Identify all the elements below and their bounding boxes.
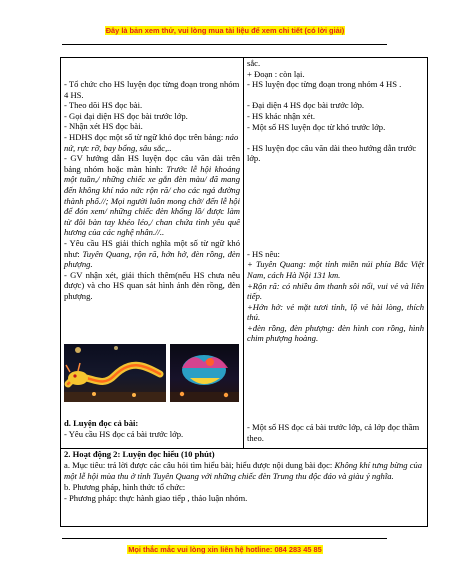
lantern-photos bbox=[64, 344, 239, 402]
resp-group-reading: - HS luyện đọc từng đoạn trong nhóm 4 HS . bbox=[247, 79, 402, 90]
phoenix-lantern-photo bbox=[170, 344, 239, 402]
step-group-reading: - Tổ chức cho HS luyện đọc từng đoạn trong nhóm 4 HS. bbox=[64, 79, 240, 100]
step-explain-words: - Yêu cầu HS giải thích nghĩa một số từ ngữ khó như: Tuyên Quang, rộn rã, hớn hở, đèn rồng, đèn phượng. bbox=[64, 237, 240, 270]
footer-rule bbox=[62, 538, 387, 539]
resp-explain-head: - HS nêu: bbox=[247, 248, 280, 259]
preview-banner: Đây là bản xem thử, vui lòng mua tài liệu để xem chi tiết (có lời giải) bbox=[105, 26, 345, 35]
step-long-sentences: - GV hướng dẫn HS luyện đọc câu văn dài trên bảng nhóm hoặc màn hình: Trước lễ hội khoảng một tuần,/ những chiếc xe gắn đèn màu/ đã mang đến không khí náo nức rộn rã/ cho các ngả đường thành phố.//; Mọi người luôn mong chờ/ đến lễ hội để đón xem/ những chiếc đèn khổng lồ/ được làm từ đôi bàn tay khéo léo,/ chan chứa tình yêu quê hương của các nghệ nhân.//.. bbox=[64, 153, 240, 238]
step-hard-words: - HDHS đọc một số từ ngữ khó đọc trên bảng: náo nứ, rực rỡ, bay bổng, sâu sắc,.. bbox=[64, 131, 239, 153]
activity-2-aim: a. Mục tiêu: trả lời được các câu hỏi tìm hiểu bài; hiểu được nội dung bài đọc: Không khí tưng bừng của một lễ hội mùa thu ở tỉnh Tuyên Quang với những chiếc đèn Trung thu độc đáo và giàu ý nghĩa. bbox=[64, 460, 423, 481]
table-bottom-divider bbox=[61, 526, 427, 527]
resp-rep-reading: - Đại diện 4 HS đọc bài trước lớp. bbox=[247, 100, 365, 111]
resp-hard-words: - Một số HS luyện đọc từ khó trước lớp. bbox=[247, 121, 386, 132]
activity-2-heading: 2. Hoạt động 2: Luyện đọc hiểu (10 phút) bbox=[64, 449, 215, 459]
activity-2-method-heading: b. Phương pháp, hình thức tổ chức: bbox=[64, 482, 186, 492]
resp-ron-ra: +Rộn rã: có nhiều âm thanh sôi nổi, vui vẻ và liên tiếp. bbox=[247, 280, 424, 302]
header-rule bbox=[62, 44, 387, 45]
resp-segment-tail: sắc. bbox=[247, 58, 261, 68]
resp-lanterns: +đèn rồng, đèn phượng: đèn hình con rồng, hình chim phượng hoàng. bbox=[247, 322, 424, 344]
resp-long-sentences: - HS luyện đọc câu văn dài theo hướng dẫn trước lớp. bbox=[247, 142, 417, 164]
resp-whole-reading: - Một số HS đọc cả bài trước lớp, cả lớp đọc thầm theo. bbox=[247, 422, 420, 443]
activity-2 bbox=[61, 449, 427, 504]
lesson-table bbox=[60, 57, 428, 527]
teacher-column bbox=[61, 58, 244, 448]
hotline-banner: Mọi thắc mắc vui lòng xin liên hệ hotline: 084 283 45 85 bbox=[128, 545, 322, 554]
teacher-activities bbox=[61, 79, 243, 301]
student-column bbox=[244, 58, 427, 448]
dragon-lantern-photo bbox=[64, 344, 166, 402]
resp-segment-rest: + Đoạn : còn lại. bbox=[247, 68, 305, 79]
resp-whole-reading-box bbox=[244, 422, 427, 443]
resp-tuyen-quang: + Tuyên Quang: một tỉnh miền núi phía Bắc Việt Nam, cách Hà Nội 131 km. bbox=[247, 259, 424, 280]
activity-2-method: - Phương pháp: thực hành giao tiếp , thảo luận nhóm. bbox=[64, 493, 248, 503]
student-activities bbox=[244, 58, 427, 344]
subheading-whole-reading: d. Luyện đọc cả bài: bbox=[64, 418, 139, 428]
step-gv-comment: - GV nhận xét, giải thích thêm(nếu HS chưa nêu được) và cho HS quan sát hình ảnh đèn rồng, đèn phượng. bbox=[64, 269, 240, 301]
step-monitor: - Theo dõi HS đọc bài. bbox=[64, 100, 143, 111]
step-read-whole: - Yêu cầu HS đọc cả bài trước lớp. bbox=[64, 428, 184, 439]
step-call-rep: - Gọi đại diện HS đọc bài trước lớp. bbox=[64, 110, 188, 121]
whole-reading bbox=[61, 418, 244, 439]
resp-peer-comment: - HS khác nhận xét. bbox=[247, 110, 316, 121]
resp-hon-ho: +Hớn hở: vẻ mặt tươi tỉnh, lộ vẻ hài lòng, thích thú. bbox=[247, 301, 424, 323]
step-comment: - Nhận xét HS đọc bài. bbox=[64, 121, 143, 132]
